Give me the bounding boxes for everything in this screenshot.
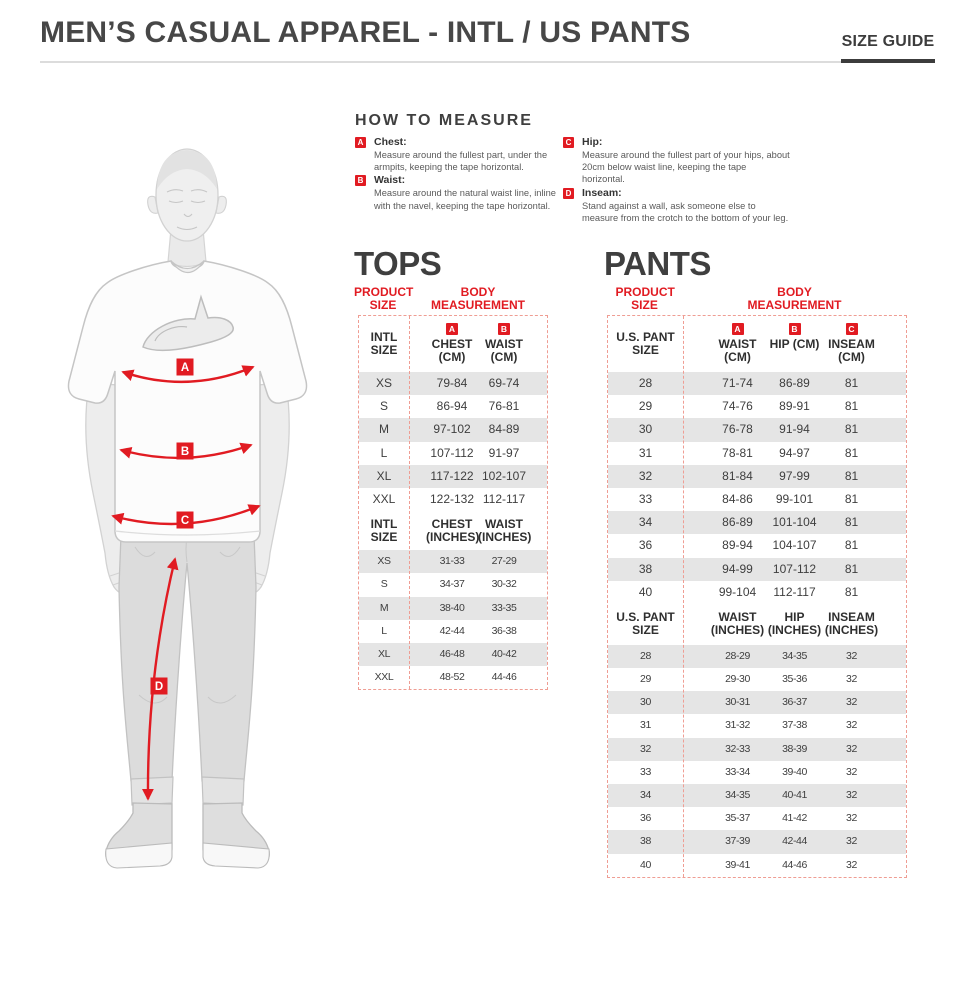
header-cell-inseam-inches: INSEAM (INCHES) — [824, 610, 879, 638]
pants-column-group-headers — [607, 286, 907, 311]
header-cell-size: INTL SIZE — [370, 330, 398, 357]
figure-left-cuff — [131, 777, 173, 805]
header-cell-size: U.S. PANT SIZE — [616, 610, 675, 638]
cell-chest: 107-112 — [430, 445, 474, 460]
cell-waist: 30-32 — [491, 578, 517, 591]
badge-a-letter: A — [180, 362, 190, 374]
table-row — [608, 784, 906, 807]
table-row — [608, 418, 906, 441]
header-cell-waist-inches: WAIST (INCHES) — [710, 610, 765, 638]
cell-chest: 86-94 — [436, 399, 468, 414]
cell-waist: 76-81 — [488, 399, 520, 414]
cell-size: 38 — [640, 835, 651, 848]
cell-waist: 36-38 — [491, 624, 517, 637]
cell-size: S — [380, 578, 388, 591]
header-cell-size: U.S. PANT SIZE — [616, 330, 675, 357]
cell-waist: 74-76 — [722, 399, 753, 414]
table-row — [608, 488, 906, 511]
cell-hip: 41-42 — [782, 812, 807, 825]
cell-waist: 30-31 — [725, 696, 750, 709]
cell-size: 28 — [638, 376, 653, 390]
table-row — [608, 465, 906, 488]
cell-hip: 91-94 — [779, 422, 810, 437]
cell-hip: 112-117 — [773, 584, 816, 599]
cell-size: 38 — [638, 561, 653, 576]
cell-waist: 84-86 — [722, 491, 753, 506]
table-row — [359, 442, 547, 465]
table-row — [608, 807, 906, 830]
cell-inseam: 81 — [844, 561, 859, 576]
cell-waist: 99-104 — [718, 584, 757, 599]
cell-waist: 69-74 — [488, 376, 520, 390]
table-row — [359, 550, 547, 573]
cell-inseam: 81 — [844, 422, 859, 437]
table-row — [608, 668, 906, 691]
table-row — [359, 418, 547, 441]
page-title: MEN’S CASUAL APPAREL - INTL / US PANTS — [40, 16, 691, 49]
cell-chest: 79-84 — [436, 376, 468, 390]
cell-waist: 40-42 — [491, 647, 517, 660]
tops-inches-header-row — [359, 511, 547, 550]
cell-chest: 97-102 — [433, 422, 471, 437]
measurement-figure — [55, 135, 345, 915]
cell-size: L — [381, 624, 387, 637]
inseam-badge: D — [563, 188, 574, 199]
cell-inseam: 32 — [846, 673, 857, 686]
cell-hip: 36-37 — [782, 696, 807, 709]
cell-size: 33 — [638, 491, 653, 506]
cell-size: 30 — [640, 696, 651, 709]
cell-chest: 31-33 — [439, 555, 465, 568]
cell-size: M — [379, 601, 389, 614]
measure-item-chest — [355, 136, 557, 173]
measure-text: Stand against a wall, ask someone else to measure from the crotch to the bottom of your leg. — [582, 200, 789, 223]
measure-item-hip — [563, 136, 791, 186]
cell-inseam: 32 — [846, 696, 857, 709]
cell-inseam: 32 — [846, 858, 857, 871]
cell-waist: 76-78 — [722, 422, 753, 437]
cell-waist: 32-33 — [725, 742, 750, 755]
male-figure-illustration — [55, 135, 345, 915]
table-row — [608, 395, 906, 418]
cell-waist: 31-32 — [725, 719, 750, 732]
cell-waist: 84-89 — [488, 422, 520, 437]
table-row — [608, 854, 906, 877]
table-row — [359, 620, 547, 643]
table-row — [608, 534, 906, 557]
cell-hip: 99-101 — [775, 491, 814, 506]
pants-cm-rows — [608, 372, 906, 604]
cell-hip: 107-112 — [772, 561, 817, 576]
cell-hip: 34-35 — [782, 649, 807, 662]
cell-inseam: 81 — [844, 538, 859, 553]
badge-a: A — [446, 323, 458, 335]
cell-size: L — [380, 445, 388, 460]
cell-hip: 89-91 — [779, 399, 810, 414]
cell-waist: 34-35 — [725, 789, 750, 801]
table-row — [359, 488, 547, 511]
cell-waist: 71-74 — [722, 376, 753, 390]
tops-column-group-headers — [354, 285, 548, 312]
cell-chest: 42-44 — [439, 624, 465, 637]
header-cell-inseam-cm: C INSEAM (CM) — [828, 324, 875, 364]
tops-inch-rows — [359, 550, 547, 689]
cell-waist: 28-29 — [725, 649, 750, 662]
cell-size: 34 — [638, 515, 653, 530]
cell-size: XXL — [374, 671, 394, 684]
table-row — [608, 738, 906, 761]
cell-waist: 29-30 — [725, 673, 750, 686]
badge-c: C — [846, 323, 858, 335]
cell-waist: 78-81 — [722, 445, 753, 460]
cell-size: 33 — [640, 765, 651, 778]
cell-size: 32 — [638, 468, 653, 483]
cell-waist: 44-46 — [491, 671, 517, 684]
cell-size: XL — [376, 468, 392, 483]
size-guide-label: SIZE GUIDE — [841, 33, 935, 50]
cell-chest: 48-52 — [439, 671, 465, 684]
pants-size-table — [607, 315, 907, 878]
body-measurement-header: BODY MEASUREMENT — [747, 285, 842, 312]
cell-waist: 94-99 — [722, 561, 753, 576]
header-cell-chest-inches: CHEST (INCHES) — [426, 516, 480, 544]
cell-waist: 27-29 — [491, 555, 517, 568]
cell-waist: 112-117 — [482, 491, 526, 506]
table-column-divider — [409, 316, 410, 689]
cell-inseam: 32 — [846, 742, 857, 755]
table-row — [608, 442, 906, 465]
measure-label: Waist: — [374, 174, 406, 187]
size-guide-underline — [841, 59, 935, 63]
header-cell-size: INTL SIZE — [370, 516, 398, 544]
table-column-divider — [683, 316, 684, 877]
tops-cm-rows — [359, 372, 547, 511]
figure-pants — [119, 535, 256, 781]
cell-waist: 89-94 — [722, 538, 753, 553]
cell-inseam: 81 — [844, 584, 859, 599]
cell-size: XXL — [372, 491, 396, 506]
table-row — [608, 714, 906, 737]
cell-inseam: 32 — [846, 835, 857, 848]
header-cell-chest-cm: A CHEST (CM) — [431, 324, 473, 364]
badge-b-letter: B — [180, 446, 190, 458]
how-to-measure-col-2 — [563, 136, 791, 225]
cell-inseam: 81 — [844, 491, 859, 506]
tops-size-table — [358, 315, 548, 690]
body-measurement-header: BODY MEASUREMENT — [430, 285, 525, 312]
cell-inseam: 81 — [844, 468, 859, 483]
cell-hip: 44-46 — [782, 858, 807, 871]
table-row — [608, 761, 906, 784]
cell-chest: 34-37 — [439, 578, 465, 591]
header-cell-hip-cm: B HIP (CM) — [769, 324, 820, 351]
how-to-measure-col-1 — [355, 136, 557, 213]
table-row — [608, 645, 906, 668]
figure-right-cuff — [202, 777, 244, 805]
cell-inseam: 81 — [844, 445, 859, 460]
cell-size: 36 — [638, 538, 653, 553]
cell-size: 29 — [640, 673, 651, 686]
pants-inches-header-row — [608, 604, 906, 645]
product-size-header: PRODUCT SIZE — [354, 285, 414, 312]
cell-waist: 102-107 — [481, 468, 527, 483]
cell-size: 30 — [638, 422, 653, 437]
tops-section-title: TOPS — [354, 245, 442, 282]
table-row — [359, 597, 547, 620]
table-row — [608, 558, 906, 581]
cell-hip: 94-97 — [779, 445, 810, 460]
cell-hip: 38-39 — [782, 742, 807, 755]
cell-waist: 37-39 — [725, 835, 750, 848]
cell-size: 28 — [640, 649, 651, 662]
measure-item-inseam — [563, 187, 791, 224]
measure-label: Inseam: — [582, 186, 622, 199]
badge-c-letter: C — [180, 515, 190, 527]
pants-section-title: PANTS — [604, 245, 711, 282]
cell-hip: 86-89 — [779, 376, 810, 390]
cell-size: XL — [377, 647, 391, 660]
cell-size: S — [379, 399, 388, 414]
cell-inseam: 32 — [846, 789, 857, 801]
cell-hip: 40-41 — [782, 789, 807, 801]
cell-waist: 91-97 — [488, 445, 520, 460]
cell-hip: 104-107 — [772, 538, 817, 553]
cell-waist: 39-41 — [725, 858, 750, 871]
header-cell-waist-cm: B WAIST (CM) — [485, 324, 523, 364]
product-size-header: PRODUCT SIZE — [615, 285, 675, 312]
cell-inseam: 32 — [846, 649, 857, 662]
cell-hip: 101-104 — [772, 515, 817, 530]
cell-inseam: 32 — [846, 812, 857, 825]
cell-waist: 35-37 — [725, 812, 750, 825]
hip-badge: C — [563, 137, 574, 148]
cell-size: 36 — [640, 812, 651, 825]
badge-b: B — [789, 323, 801, 335]
cell-hip: 42-44 — [782, 835, 807, 848]
cell-inseam: 81 — [844, 399, 859, 414]
table-row — [359, 395, 547, 418]
cell-size: 31 — [638, 445, 653, 460]
measure-text: Measure around the fullest part of your hips, about 20cm below waist line, keeping the tape horizontal. — [582, 150, 790, 185]
header-cell-hip-inches: HIP (INCHES) — [767, 610, 822, 638]
cell-size: 34 — [640, 789, 651, 801]
cell-size: 31 — [640, 719, 651, 732]
table-row — [608, 511, 906, 534]
cell-size: 40 — [638, 584, 653, 599]
cell-waist: 33-35 — [491, 601, 517, 614]
cell-hip: 39-40 — [782, 765, 807, 778]
header-cell-waist-cm: A WAIST (CM) — [718, 324, 757, 364]
table-row — [359, 643, 547, 666]
cell-size: XS — [375, 376, 392, 390]
tops-cm-header-row — [359, 316, 547, 372]
table-row — [359, 666, 547, 689]
table-row — [608, 372, 906, 395]
cell-inseam: 32 — [846, 765, 857, 778]
cell-hip: 37-38 — [782, 719, 807, 732]
badge-a: A — [732, 323, 744, 335]
table-row — [608, 691, 906, 714]
waist-badge: B — [355, 175, 366, 186]
header-divider — [40, 61, 935, 63]
measure-label: Chest: — [374, 136, 407, 148]
measure-text: Measure around the natural waist line, inline with the navel, keeping the tape horizontal. — [374, 188, 556, 211]
pants-inch-rows — [608, 645, 906, 877]
cell-waist: 81-84 — [722, 468, 753, 483]
badge-b: B — [498, 323, 510, 335]
cell-waist: 86-89 — [722, 515, 753, 530]
cell-chest: 46-48 — [439, 647, 465, 660]
cell-inseam: 32 — [846, 719, 857, 732]
cell-hip: 97-99 — [779, 468, 810, 483]
cell-inseam: 81 — [844, 376, 859, 390]
badge-d-letter: D — [154, 681, 164, 693]
cell-hip: 35-36 — [782, 673, 807, 686]
cell-size: 40 — [640, 858, 651, 871]
measure-item-waist — [355, 174, 557, 211]
cell-waist: 33-34 — [725, 765, 750, 778]
cell-size: 32 — [640, 742, 651, 755]
cell-size: M — [379, 422, 389, 437]
table-row — [359, 465, 547, 488]
cell-size: 29 — [638, 399, 653, 414]
table-row — [359, 573, 547, 596]
measure-text: Measure around the fullest part, under the armpits, keeping the tape horizontal. — [374, 150, 548, 173]
measure-label: Hip: — [582, 136, 603, 148]
how-to-measure-title: HOW TO MEASURE — [355, 112, 533, 129]
cell-chest: 117-122 — [430, 468, 474, 483]
table-row — [608, 830, 906, 853]
cell-inseam: 81 — [844, 515, 859, 530]
chest-badge: A — [355, 137, 366, 148]
table-row — [608, 581, 906, 604]
pants-cm-header-row — [608, 316, 906, 372]
header-cell-waist-inches: WAIST (INCHES) — [478, 516, 532, 544]
cell-size: XS — [377, 555, 391, 568]
cell-chest: 38-40 — [439, 601, 465, 614]
cell-chest: 122-132 — [429, 491, 475, 506]
table-row — [359, 372, 547, 395]
